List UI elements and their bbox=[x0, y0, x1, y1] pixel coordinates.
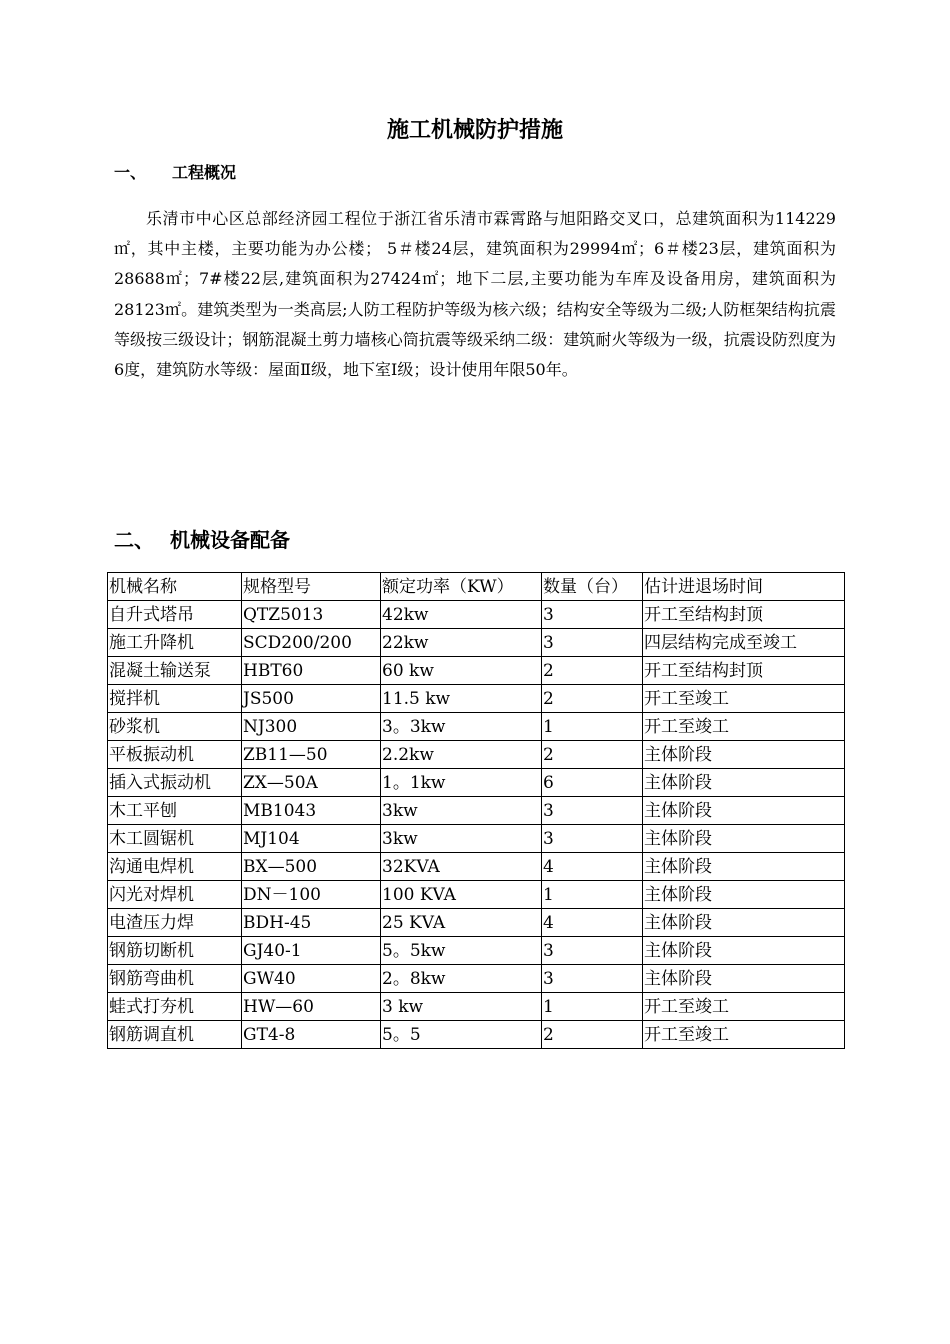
model-cell: QTZ5013 bbox=[242, 601, 381, 629]
machine-name-cell: 插入式振动机 bbox=[108, 769, 242, 797]
schedule-cell: 主体阶段 bbox=[643, 741, 845, 769]
section-2-number: 二、 bbox=[114, 528, 154, 552]
machine-name-cell: 平板振动机 bbox=[108, 741, 242, 769]
model-cell: NJ300 bbox=[242, 713, 381, 741]
model-cell: GT4-8 bbox=[242, 1021, 381, 1049]
schedule-cell: 主体阶段 bbox=[643, 825, 845, 853]
quantity-cell: 1 bbox=[542, 713, 643, 741]
machine-name-cell: 施工升降机 bbox=[108, 629, 242, 657]
document-title: 施工机械防护措施 bbox=[386, 117, 563, 143]
quantity-cell: 4 bbox=[542, 853, 643, 881]
section-2-heading bbox=[114, 525, 290, 555]
schedule-cell: 开工至结构封顶 bbox=[643, 601, 845, 629]
model-cell: DN－100 bbox=[242, 881, 381, 909]
table-row bbox=[108, 937, 845, 965]
rated-power-cell: 3kw bbox=[381, 825, 542, 853]
model-cell: HW—60 bbox=[242, 993, 381, 1021]
quantity-cell: 2 bbox=[542, 657, 643, 685]
schedule-cell: 开工至竣工 bbox=[643, 993, 845, 1021]
quantity-cell: 6 bbox=[542, 769, 643, 797]
machine-name-cell: 钢筋切断机 bbox=[108, 937, 242, 965]
model-cell: JS500 bbox=[242, 685, 381, 713]
table-row bbox=[108, 769, 845, 797]
schedule-cell: 主体阶段 bbox=[643, 853, 845, 881]
header-rated-power: 额定功率（KW） bbox=[381, 573, 542, 601]
header-quantity: 数量（台） bbox=[542, 573, 643, 601]
rated-power-cell: 5。5kw bbox=[381, 937, 542, 965]
table-row bbox=[108, 685, 845, 713]
machine-name-cell: 木工圆锯机 bbox=[108, 825, 242, 853]
table-row bbox=[108, 601, 845, 629]
table-row bbox=[108, 881, 845, 909]
schedule-cell: 主体阶段 bbox=[643, 769, 845, 797]
rated-power-cell: 60 kw bbox=[381, 657, 542, 685]
rated-power-cell: 3 kw bbox=[381, 993, 542, 1021]
quantity-cell: 3 bbox=[542, 601, 643, 629]
rated-power-cell: 2.2kw bbox=[381, 741, 542, 769]
rated-power-cell: 1。1kw bbox=[381, 769, 542, 797]
table-row bbox=[108, 909, 845, 937]
machine-name-cell: 钢筋弯曲机 bbox=[108, 965, 242, 993]
schedule-cell: 开工至竣工 bbox=[643, 713, 845, 741]
model-cell: BX—500 bbox=[242, 853, 381, 881]
schedule-cell: 主体阶段 bbox=[643, 881, 845, 909]
quantity-cell: 3 bbox=[542, 937, 643, 965]
machine-name-cell: 木工平刨 bbox=[108, 797, 242, 825]
model-cell: GJ40-1 bbox=[242, 937, 381, 965]
schedule-cell: 主体阶段 bbox=[643, 937, 845, 965]
schedule-cell: 开工至竣工 bbox=[643, 685, 845, 713]
quantity-cell: 2 bbox=[542, 685, 643, 713]
machine-name-cell: 沟通电焊机 bbox=[108, 853, 242, 881]
equipment-table bbox=[107, 572, 845, 1049]
table-header-row bbox=[108, 573, 845, 601]
table-row bbox=[108, 853, 845, 881]
table-row bbox=[108, 797, 845, 825]
model-cell: BDH-45 bbox=[242, 909, 381, 937]
rated-power-cell: 5。5 bbox=[381, 1021, 542, 1049]
model-cell: HBT60 bbox=[242, 657, 381, 685]
section-1-heading bbox=[114, 160, 236, 186]
machine-name-cell: 钢筋调直机 bbox=[108, 1021, 242, 1049]
quantity-cell: 3 bbox=[542, 825, 643, 853]
rated-power-cell: 42kw bbox=[381, 601, 542, 629]
schedule-cell: 主体阶段 bbox=[643, 909, 845, 937]
schedule-cell: 开工至竣工 bbox=[643, 1021, 845, 1049]
table-row bbox=[108, 1021, 845, 1049]
table-row bbox=[108, 993, 845, 1021]
model-cell: MB1043 bbox=[242, 797, 381, 825]
rated-power-cell: 3kw bbox=[381, 797, 542, 825]
model-cell: ZB11—50 bbox=[242, 741, 381, 769]
machine-name-cell: 砂浆机 bbox=[108, 713, 242, 741]
machine-name-cell: 电渣压力焊 bbox=[108, 909, 242, 937]
model-cell: ZX—50A bbox=[242, 769, 381, 797]
model-cell: MJ104 bbox=[242, 825, 381, 853]
quantity-cell: 3 bbox=[542, 629, 643, 657]
rated-power-cell: 2。8kw bbox=[381, 965, 542, 993]
rated-power-cell: 22kw bbox=[381, 629, 542, 657]
section-1-number: 一、 bbox=[114, 163, 147, 182]
machine-name-cell: 搅拌机 bbox=[108, 685, 242, 713]
header-schedule: 估计进退场时间 bbox=[643, 573, 845, 601]
quantity-cell: 2 bbox=[542, 741, 643, 769]
rated-power-cell: 11.5 kw bbox=[381, 685, 542, 713]
quantity-cell: 3 bbox=[542, 797, 643, 825]
rated-power-cell: 25 KVA bbox=[381, 909, 542, 937]
table-row bbox=[108, 629, 845, 657]
model-cell: GW40 bbox=[242, 965, 381, 993]
machine-name-cell: 混凝土输送泵 bbox=[108, 657, 242, 685]
table-row bbox=[108, 657, 845, 685]
quantity-cell: 4 bbox=[542, 909, 643, 937]
machine-name-cell: 闪光对焊机 bbox=[108, 881, 242, 909]
table-row bbox=[108, 741, 845, 769]
project-overview-paragraph: 乐清市中心区总部经济园工程位于浙江省乐清市霖霄路与旭阳路交叉口，总建筑面积为114229㎡，其中主楼，主要功能为办公楼； 5＃楼24层，建筑面积为29994㎡；6＃楼23层，建筑面积为28688㎡；7#楼22层,建筑面积为27424㎡；地下二层,主要功能为车库及设备用房，建筑面积为28123㎡。建筑类型为一类高层;人防工程防护等级为核六级；结构安全等级为二级;人防框架结构抗震等级按三级设计；钢筋混凝土剪力墙核心筒抗震等级采纳二级：建筑耐火等级为一级，抗震设防烈度为6度，建筑防水等级：屋面Ⅱ级，地下室Ⅰ级；设计使用年限50年。 bbox=[114, 209, 836, 380]
quantity-cell: 2 bbox=[542, 1021, 643, 1049]
quantity-cell: 1 bbox=[542, 993, 643, 1021]
section-1-title: 工程概况 bbox=[172, 163, 237, 182]
quantity-cell: 3 bbox=[542, 965, 643, 993]
header-model: 规格型号 bbox=[242, 573, 381, 601]
section-2-title: 机械设备配备 bbox=[170, 528, 290, 552]
table-row bbox=[108, 713, 845, 741]
quantity-cell: 1 bbox=[542, 881, 643, 909]
equipment-table-body bbox=[108, 601, 845, 1049]
table-row bbox=[108, 825, 845, 853]
rated-power-cell: 100 KVA bbox=[381, 881, 542, 909]
model-cell: SCD200/200 bbox=[242, 629, 381, 657]
schedule-cell: 主体阶段 bbox=[643, 797, 845, 825]
machine-name-cell: 自升式塔吊 bbox=[108, 601, 242, 629]
rated-power-cell: 3。3kw bbox=[381, 713, 542, 741]
schedule-cell: 主体阶段 bbox=[643, 965, 845, 993]
machine-name-cell: 蛙式打夯机 bbox=[108, 993, 242, 1021]
schedule-cell: 四层结构完成至竣工 bbox=[643, 629, 845, 657]
table-row bbox=[108, 965, 845, 993]
header-machine-name: 机械名称 bbox=[108, 573, 242, 601]
rated-power-cell: 32KVA bbox=[381, 853, 542, 881]
schedule-cell: 开工至结构封顶 bbox=[643, 657, 845, 685]
